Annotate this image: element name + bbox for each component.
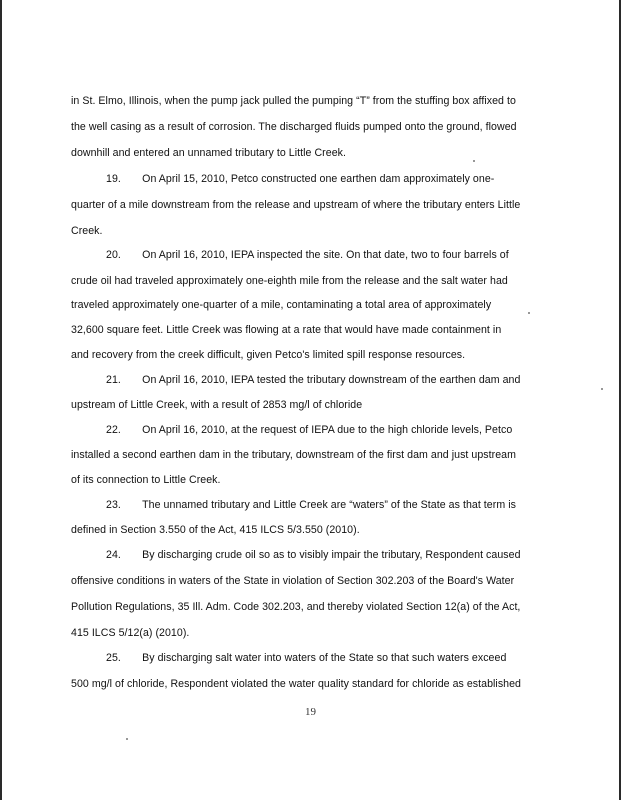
scan-speck [473,160,475,162]
scan-speck [528,312,530,314]
text-line: Pollution Regulations, 35 Ill. Adm. Code 302.203, and thereby violated Section 12(a) of the Act, [71,601,521,613]
paragraph-24-first-line: 24. By discharging crude oil so as to visibly impair the tributary, Respondent caused [106,549,521,561]
text-line: defined in Section 3.550 of the Act, 415 ILCS 5/3.550 (2010). [71,524,360,536]
scan-speck [601,388,603,390]
text-line: 415 ILCS 5/12(a) (2010). [71,627,190,639]
text-line: in St. Elmo, Illinois, when the pump jack pulled the pumping “T” from the stuffing box affixed to [71,95,516,107]
text-line: crude oil had traveled approximately one-eighth mile from the release and the salt water had [71,275,508,287]
text-line: 500 mg/l of chloride, Respondent violated the water quality standard for chloride as established [71,678,522,690]
paragraph-25-first-line: 25. By discharging salt water into waters of the State so that such waters exceed [106,652,507,664]
text-line: 32,600 square feet. Little Creek was flowing at a rate that would have made containment in [71,324,502,336]
text-line: installed a second earthen dam in the tributary, downstream of the first dam and just upstream [71,449,516,461]
text-line: traveled approximately one-quarter of a mile, contaminating a total area of approximately [71,299,492,311]
text-line: and recovery from the creek difficult, given Petco's limited spill response resources. [71,349,466,361]
text-line: upstream of Little Creek, with a result of 2853 mg/l of chloride [71,399,363,411]
paragraph-20-first-line: 20. On April 16, 2010, IEPA inspected the site. On that date, two to four barrels of [106,249,509,261]
text-line: of its connection to Little Creek. [71,474,221,486]
text-line: the well casing as a result of corrosion. The discharged fluids pumped onto the ground, flowed [71,121,517,133]
text-line: offensive conditions in waters of the State in violation of Section 302.203 of the Board's Water [71,575,515,587]
text-line: quarter of a mile downstream from the release and upstream of where the tributary enters Little [71,199,521,211]
paragraph-22-first-line: 22. On April 16, 2010, at the request of IEPA due to the high chloride levels, Petco [106,424,513,436]
scan-border-left [0,0,2,800]
text-line: Creek. [71,225,103,237]
scan-speck [126,738,128,740]
text-line: downhill and entered an unnamed tributary to Little Creek. [71,147,346,159]
paragraph-21-first-line: 21. On April 16, 2010, IEPA tested the tributary downstream of the earthen dam and [106,374,521,386]
paragraph-23-first-line: 23. The unnamed tributary and Little Creek are “waters” of the State as that term is [106,499,516,511]
page-number: 19 [305,706,316,718]
paragraph-19-first-line: 19. On April 15, 2010, Petco constructed one earthen dam approximately one- [106,173,495,185]
